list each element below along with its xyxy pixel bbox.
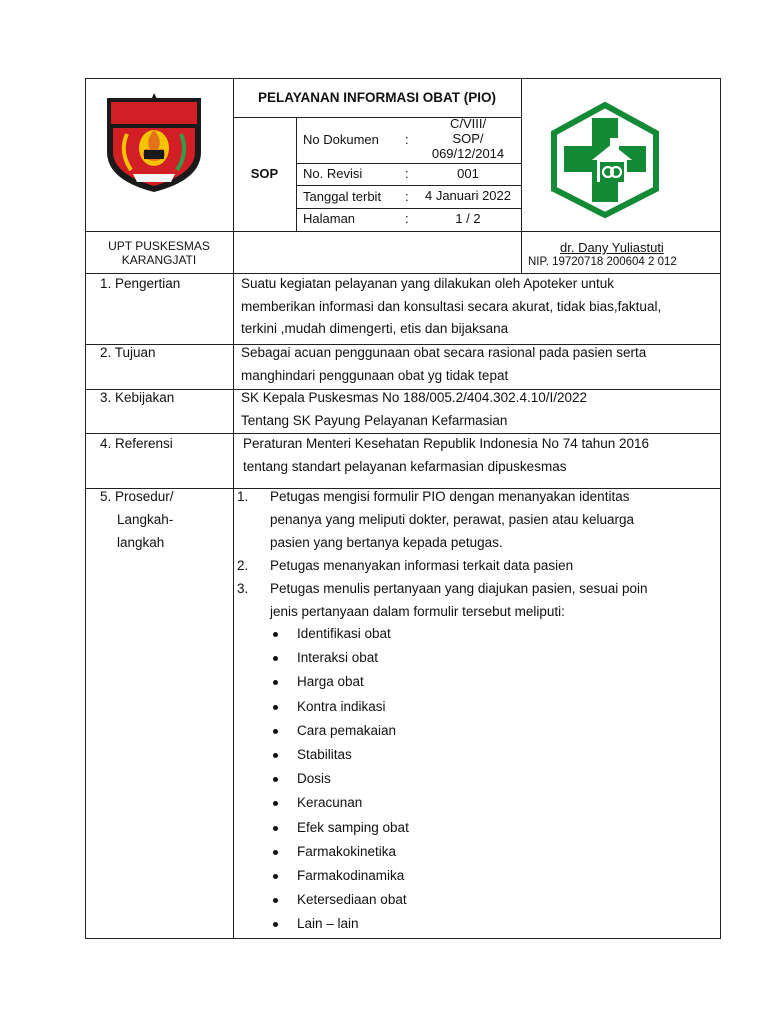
list-item-text: Interaksi obat — [297, 650, 379, 666]
border-rev-bottom — [296, 185, 521, 186]
list-item — [235, 888, 409, 912]
step-line: Petugas mengisi formulir PIO dengan menanyakan identitas — [270, 489, 630, 504]
border-right — [720, 78, 721, 939]
border-header-bottom — [85, 231, 721, 232]
list-item-text: Harga obat — [297, 674, 364, 690]
bullet-icon — [273, 729, 278, 734]
border-date-bottom — [296, 208, 521, 209]
list-item-text: Dosis — [297, 771, 331, 787]
procedure-step — [235, 554, 648, 577]
pengertian-label: 1. Pengertian — [100, 276, 181, 291]
bullet-icon — [273, 826, 278, 831]
doc-number-colon: : — [405, 132, 409, 147]
border-top — [85, 78, 721, 79]
doc-number-value-1: C/VIII/ — [449, 116, 487, 131]
pengertian-line: terkini ,mudah dimengerti, etis dan bijaksana — [241, 321, 509, 336]
bullet-icon — [273, 656, 278, 661]
border-col1 — [233, 78, 234, 939]
procedure-step — [235, 577, 648, 623]
list-item — [235, 622, 409, 646]
kebijakan-line: Tentang SK Payung Pelayanan Kefarmasian — [241, 412, 508, 428]
list-item — [235, 912, 409, 936]
procedure-steps — [235, 485, 648, 623]
list-item — [235, 791, 409, 815]
procedure-step — [235, 485, 648, 554]
revision-value: 001 — [457, 166, 479, 181]
list-item — [235, 719, 409, 743]
prosedur-label-line: 5. Prosedur/ — [100, 489, 174, 504]
prosedur-label — [100, 485, 174, 554]
tujuan-label: 2. Tujuan — [100, 345, 156, 360]
bullet-icon — [273, 874, 278, 879]
list-item — [235, 767, 409, 791]
document-title: PELAYANAN INFORMASI OBAT (PIO) — [257, 90, 497, 105]
org-name-line2: KARANGJATI — [121, 253, 197, 267]
signer-nip: NIP. 19720718 200604 2 012 — [528, 256, 677, 268]
step-number: 3. — [237, 581, 249, 596]
bullet-icon — [273, 922, 278, 927]
issue-date-colon: : — [405, 189, 409, 204]
puskesmas-green-cross-logo-icon — [550, 102, 660, 218]
list-item-text: Farmakodinamika — [297, 868, 405, 884]
tujuan-line: Sebagai acuan penggunaan obat secara rasional pada pasien serta — [241, 345, 647, 360]
issue-date-label: Tanggal terbit — [303, 189, 382, 204]
step-line: penanya yang meliputi dokter, perawat, pasien atau keluarga — [270, 512, 634, 527]
list-item-text: Lain – lain — [297, 916, 359, 932]
doc-number-label: No Dokumen — [303, 132, 379, 147]
doc-number-value-2: SOP/ — [452, 131, 484, 146]
referensi-line: tentang standart pelayanan kefarmasian dipuskesmas — [243, 458, 567, 474]
border-left — [85, 78, 86, 939]
org-name-line1: UPT PUSKESMAS — [108, 239, 210, 253]
border-col3 — [521, 78, 522, 274]
step-line: jenis pertanyaan dalam formulir tersebut meliputi: — [270, 604, 565, 619]
bullet-icon — [273, 753, 278, 758]
bullet-icon — [273, 898, 278, 903]
list-item-text: Efek samping obat — [297, 819, 409, 835]
border-doc-bottom — [296, 163, 521, 164]
list-item — [235, 864, 409, 888]
list-item-text: Identifikasi obat — [297, 626, 391, 641]
list-item-text: Farmakokinetika — [297, 843, 397, 859]
bullet-icon — [273, 850, 278, 855]
bullet-icon — [273, 632, 278, 637]
tujuan-text — [241, 342, 646, 387]
list-item-text: Kontra indikasi — [297, 698, 386, 714]
border-bottom — [85, 938, 721, 939]
step-number: 1. — [237, 489, 249, 504]
page-value: 1 / 2 — [455, 211, 481, 226]
referensi-label: 4. Referensi — [100, 436, 173, 451]
signer-name: dr. Dany Yuliastuti — [560, 240, 664, 255]
list-item — [235, 670, 409, 694]
list-item-text: Ketersediaan obat — [297, 892, 407, 908]
border-sop-right — [296, 117, 297, 231]
referensi-text — [243, 433, 649, 478]
list-item-text: Stabilitas — [297, 747, 352, 763]
sop-label: SOP — [250, 166, 279, 181]
pengertian-text — [241, 273, 661, 341]
bullet-icon — [273, 801, 278, 806]
list-item — [235, 646, 409, 670]
question-types-list — [235, 622, 409, 937]
pengertian-line: memberikan informasi dan konsultasi secara akurat, tidak bias,faktual, — [241, 298, 662, 314]
pengertian-line: Suatu kegiatan pelayanan yang dilakukan oleh Apoteker untuk — [241, 276, 615, 291]
step-line: Petugas menanyakan informasi terkait data pasien — [270, 558, 574, 573]
bullet-icon — [273, 705, 278, 710]
page-colon: : — [405, 211, 409, 226]
referensi-line: Peraturan Menteri Kesehatan Republik Indonesia No 74 tahun 2016 — [243, 436, 650, 451]
prosedur-label-line: langkah — [117, 535, 165, 550]
step-number: 2. — [237, 558, 249, 573]
doc-number-value-3: 069/12/2014 — [431, 146, 505, 161]
tujuan-line: manghindari penggunaan obat yg tidak tepat — [241, 367, 509, 383]
list-item-text: Cara pemakaian — [297, 722, 397, 738]
regency-shield-emblem-icon — [103, 92, 205, 194]
bullet-icon — [273, 680, 278, 685]
list-item — [235, 840, 409, 864]
bullet-icon — [273, 777, 278, 782]
kebijakan-label: 3. Kebijakan — [100, 390, 175, 405]
kebijakan-line: SK Kepala Puskesmas No 188/005.2/404.302.4.10/I/2022 — [241, 390, 587, 405]
step-line: pasien yang bertanya kepada petugas. — [270, 535, 503, 550]
prosedur-label-line: Langkah- — [117, 512, 174, 527]
issue-date-value: 4 Januari 2022 — [424, 188, 511, 203]
revision-colon: : — [405, 166, 409, 181]
page-label: Halaman — [303, 211, 356, 226]
revision-label: No. Revisi — [303, 166, 363, 181]
list-item — [235, 743, 409, 767]
kebijakan-text — [241, 387, 587, 432]
list-item-text: Keracunan — [297, 795, 363, 811]
list-item — [235, 816, 409, 840]
list-item — [235, 695, 409, 719]
step-line: Petugas menulis pertanyaan yang diajukan pasien, sesuai poin — [270, 581, 648, 596]
